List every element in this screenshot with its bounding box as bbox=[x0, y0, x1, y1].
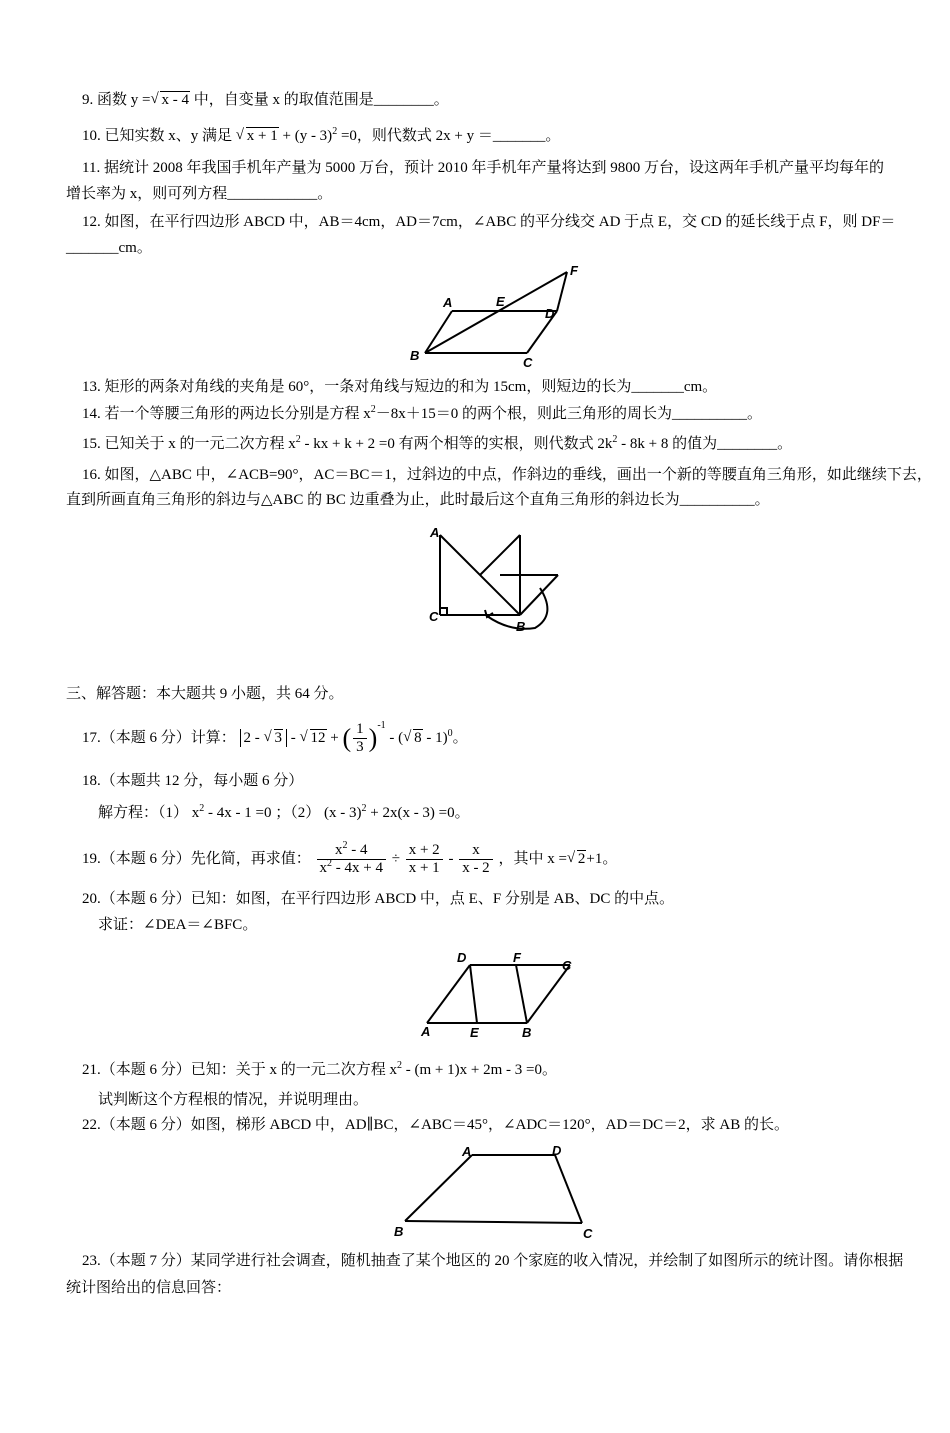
label-a: A bbox=[430, 525, 440, 540]
question-16-line-1: 16. 如图，△ABC 中，∠ACB=90°，AC＝BC＝1，过斜边的中点，作斜边的垂线，画出一个新的等腰直角三角形，如此继续下去， bbox=[82, 467, 932, 483]
question-18-line-1: 18.（本题共 12 分，每小题 6 分） bbox=[82, 773, 304, 789]
question-12-line-2: _______cm。 bbox=[66, 240, 152, 256]
segment-ba bbox=[425, 311, 452, 353]
question-13: 13. 矩形的两条对角线的夹角是 60°，一条对角线与短边的和为 15cm，则短边的长为_______cm。 bbox=[82, 379, 718, 395]
label-b: B bbox=[394, 1224, 404, 1239]
section-3-heading: 三、解答题：本大题共 9 小题，共 64 分。 bbox=[66, 686, 344, 702]
question-16-line-2: 直到所画直角三角形的斜边与△ABC 的 BC 边重叠为止，此时最后这个直角三角形的斜边长为__________。 bbox=[66, 492, 770, 508]
segment-de bbox=[470, 965, 477, 1023]
label-d: D bbox=[457, 950, 467, 965]
label-f: F bbox=[513, 950, 521, 965]
label-c: C bbox=[583, 1226, 593, 1241]
question-23-line-2: 统计图给出的信息回答： bbox=[66, 1280, 232, 1296]
question-20-line-2: 求证：∠DEA＝∠BFC。 bbox=[98, 917, 258, 933]
segment-cb bbox=[527, 965, 570, 1023]
figure-triangle-abc-q16 bbox=[425, 520, 585, 640]
segment-ba bbox=[405, 1155, 472, 1221]
label-a: A bbox=[443, 295, 453, 310]
label-f: F bbox=[570, 263, 578, 278]
figure-parallelogram-q20 bbox=[415, 948, 590, 1043]
question-20-line-1: 20.（本题 6 分）已知：如图，在平行四边形 ABCD 中，点 E、F 分别是 AB、DC 的中点。 bbox=[82, 891, 675, 907]
label-b: B bbox=[522, 1025, 532, 1040]
segment-ad bbox=[427, 965, 470, 1023]
label-e: E bbox=[496, 294, 505, 309]
question-17: 17.（本题 6 分）计算： 2 - √ 3 - √ 12 + ( $\frac{1}{3}$ )$^{-1}$ - (√ 8 - 1)$^0$。 bbox=[82, 718, 468, 759]
segment-dc bbox=[555, 1155, 582, 1223]
label-d: D bbox=[545, 306, 555, 321]
question-18-line-2: 解方程：（1） $x^2 - 4x - 1 =0$ ；（2） (x - 3)$^2$ + 2x(x - 3) =0。 bbox=[98, 803, 470, 821]
label-a: A bbox=[421, 1024, 431, 1039]
question-19: 19.（本题 6 分）先化简，再求值： $\frac{x^2 - 4}{x^2 - 4x + 4}$ ÷ $\frac{x + 2}{x + 1}$ - $\frac{x}{x - 2}$ ，其中 x =√ 2+1。 bbox=[82, 838, 617, 880]
question-9: 9. 函数 y =√ x - 4 中，自变量 x 的取值范围是________。 bbox=[82, 90, 449, 110]
label-e: E bbox=[470, 1025, 479, 1040]
question-22: 22.（本题 6 分）如图，梯形 ABCD 中，AD∥BC，∠ABC＝45°，∠ADC＝120°，AD＝DC＝2，求 AB 的长。 bbox=[82, 1117, 790, 1133]
segment-third-triangle-side bbox=[520, 575, 558, 615]
figure-trapezoid-q22 bbox=[390, 1138, 605, 1248]
label-d: D bbox=[552, 1143, 562, 1158]
question-11-line-1: 11. 据统计 2008 年我国手机年产量为 5000 万台，预计 2010 年手机年产量将达到 9800 万台，设这两年手机产量平均每年的 bbox=[82, 160, 884, 176]
question-11-line-2: 增长率为 x，则可列方程____________。 bbox=[66, 186, 333, 202]
question-21-line-1: 21.（本题 6 分）已知：关于 x 的一元二次方程 $x^2 - (m + 1)x + 2m - 3 =0$。 bbox=[82, 1060, 557, 1078]
label-c: C bbox=[429, 609, 439, 624]
question-10: 10. 已知实数 x、y 满足 √ x + 1 + (y - 3)$^2$ =0，则代数式 2x + y ＝_______。 bbox=[82, 126, 560, 146]
label-a: A bbox=[462, 1144, 472, 1159]
label-b: B bbox=[410, 348, 420, 363]
question-15: 15. 已知关于 x 的一元二次方程 $x^2$ - kx + k + 2 =0 有两个相等的实根，则代数式 $2k^2 - 8k + 8$ 的值为________。 bbox=[82, 434, 793, 452]
right-angle-mark bbox=[440, 608, 447, 615]
label-b: B bbox=[516, 619, 526, 634]
question-14: 14. 若一个等腰三角形的两边长分别是方程 $x^2-8x+15=0$ 的两个根，则此三角形的周长为__________。 bbox=[82, 404, 763, 422]
question-21-line-2: 试判断这个方程根的情况，并说明理由。 bbox=[98, 1092, 369, 1108]
figure-parallelogram-abcd-q12 bbox=[405, 262, 595, 372]
question-12-line-1: 12. 如图，在平行四边形 ABCD 中，AB＝4cm，AD＝7cm，∠ABC 的平分线交 AD 于点 E，交 CD 的延长线于点 F，则 DF＝ bbox=[82, 214, 896, 230]
segment-second-triangle-left bbox=[480, 535, 520, 575]
label-c: C bbox=[523, 355, 533, 370]
question-23-line-1: 23.（本题 7 分）某同学进行社会调查，随机抽查了某个地区的 20 个家庭的收入情况，并绘制了如图所示的统计图。请你根据 bbox=[82, 1253, 904, 1269]
segment-cb bbox=[405, 1221, 582, 1223]
segment-fb bbox=[516, 965, 527, 1023]
label-c: C bbox=[562, 958, 572, 973]
